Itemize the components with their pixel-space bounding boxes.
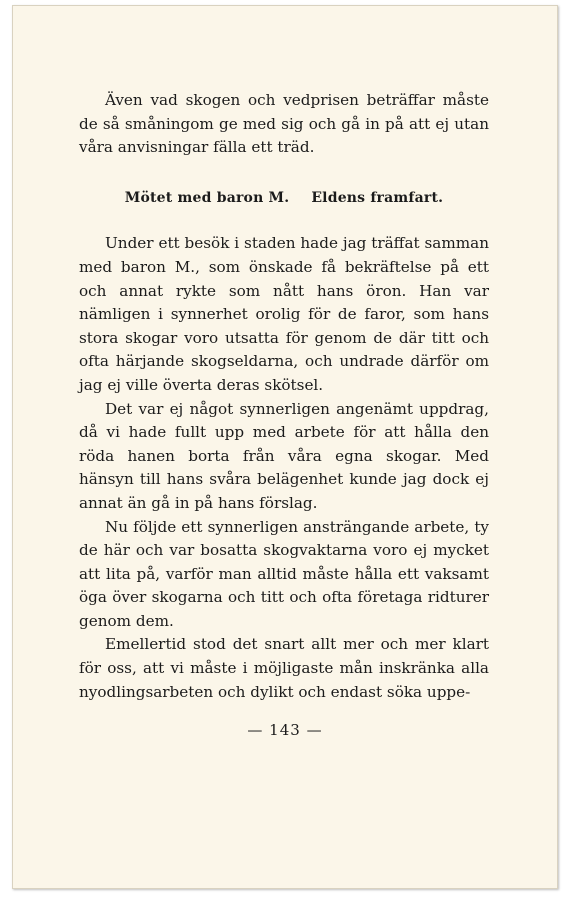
heading-right: Eldens framfart. (311, 189, 444, 206)
paragraph-4: Emellertid stod det snart allt mer och mer klart för oss, att vi måste i möjligaste mån inskränka alla nyodlingsarbeten och dylikt och endast söka uppe- (79, 635, 489, 701)
paragraph-intro: Även vad skogen och vedprisen beträffar måste de så småningom ge med sig och gå in på att ej utan våra anvisningar fälla ett träd. (79, 91, 489, 157)
paragraph-3: Nu följde ett synnerligen ansträngande arbete, ty de här och var bosatta skogvaktarna voro ej mycket att lita på, varför man alltid måste hålla ett vaksamt öga över skogarna och titt och ofta företaga ridturer genom dem. (79, 517, 489, 630)
paragraph-1: Under ett besök i staden hade jag träffat samman med baron M., som önskade få bekräftelse på ett och annat rykte som nått hans öron. Han var nämligen i synnerhet orolig för de faror, som hans stora skogar voro utsatta för genom de där titt och ofta härjande skogseldarna, och undrade därför om jag ej ville överta deras skötsel. (79, 234, 489, 394)
paragraph-2: Det var ej något synnerligen angenämt uppdrag, då vi hade fullt upp med arbete för att hålla den röda hanen borta från våra egna skogar. Med hänsyn till hans svåra belägenhet kunde jag dock ej annat än gå in på hans förslag. (79, 399, 489, 512)
section-heading (79, 187, 489, 211)
heading-left: Mötet med baron M. (124, 189, 290, 206)
page-number: — 143 — (247, 721, 323, 739)
book-page (12, 5, 558, 889)
page-body (79, 89, 489, 704)
